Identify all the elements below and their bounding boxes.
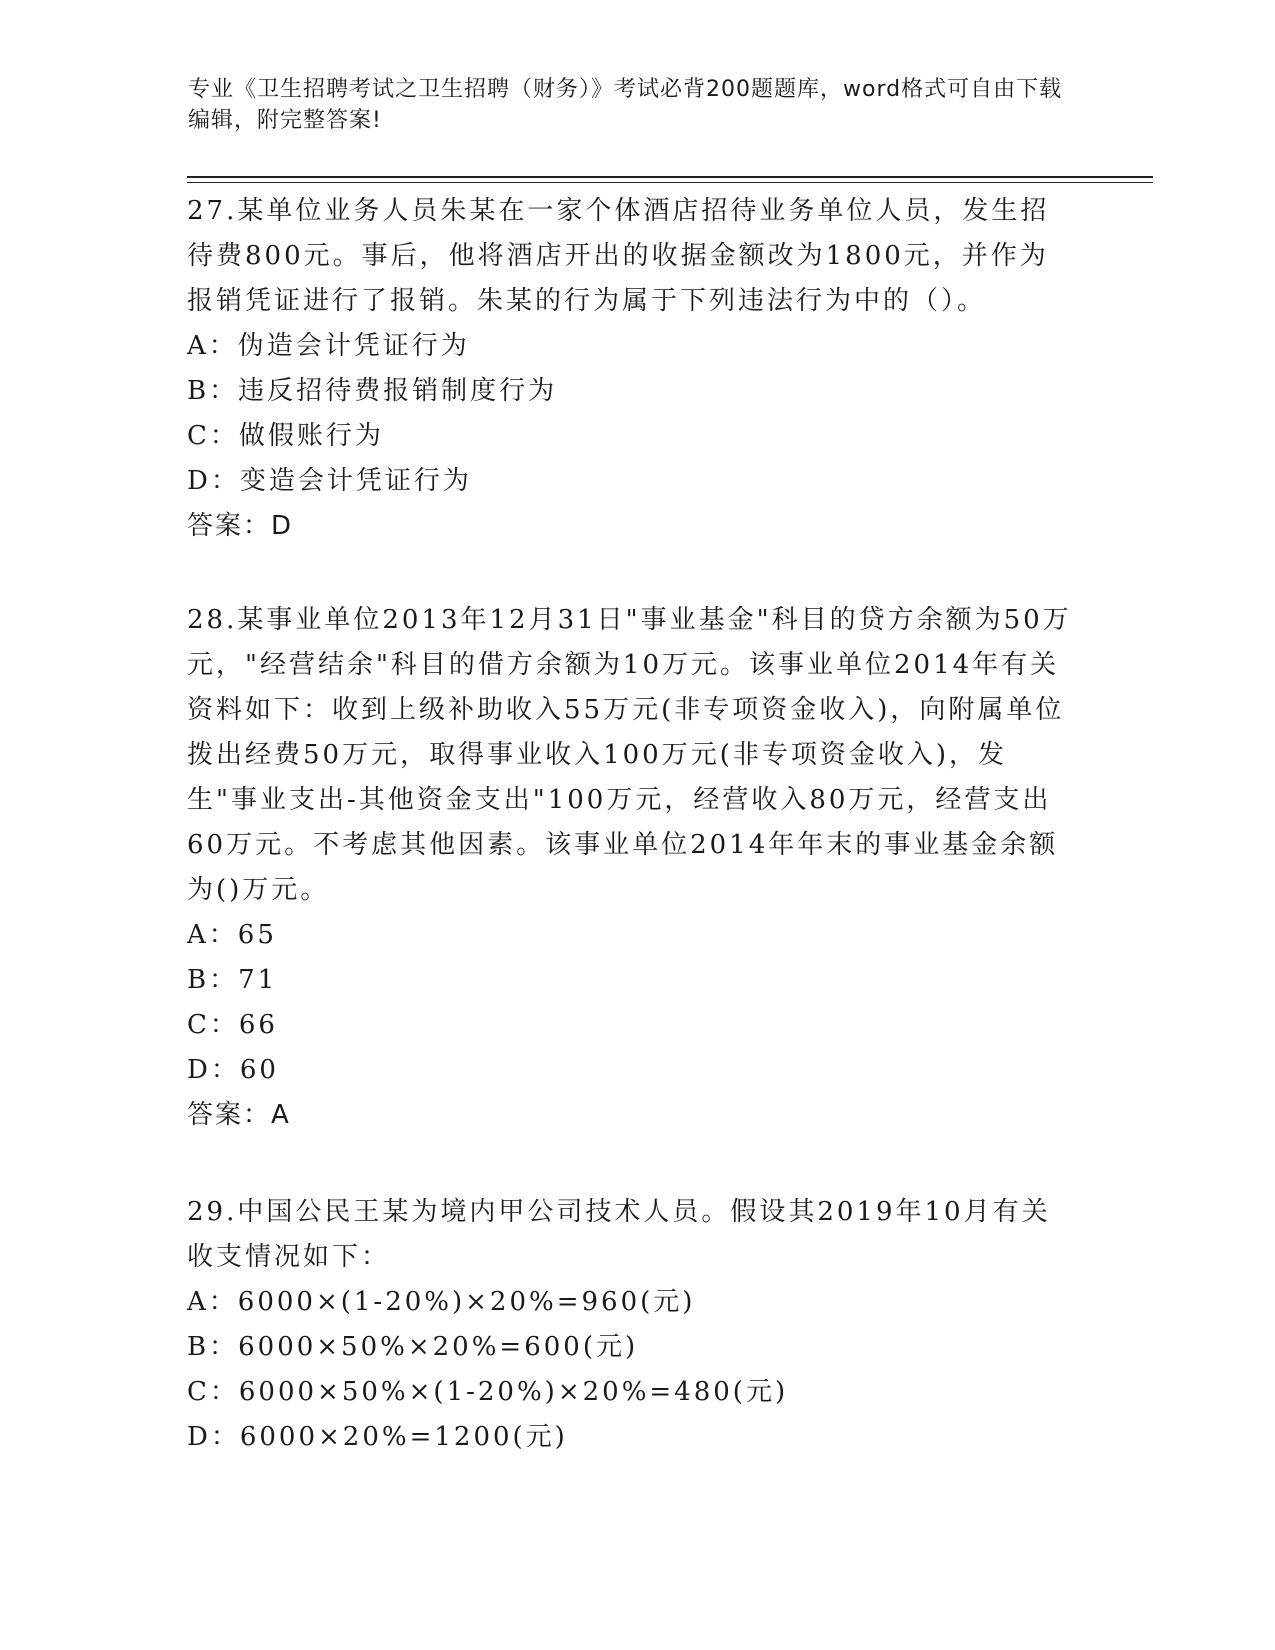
document-header-title: 专业《卫生招聘考试之卫生招聘（财务）》考试必背200题题库，word格式可自由下载编辑，附完整答案! xyxy=(188,77,1063,133)
option-c: C：6000×50%×(1-20%)×20%=480(元) xyxy=(187,1377,789,1407)
option-d: D：变造会计凭证行为 xyxy=(187,466,472,496)
question-28 xyxy=(187,598,1077,1138)
option-b: B：违反招待费报销制度行为 xyxy=(187,376,558,406)
question-stem: 29.中国公民王某为境内甲公司技术人员。假设其2019年10月有关收支情况如下： xyxy=(187,1197,1051,1272)
question-29 xyxy=(187,1190,1077,1460)
option-a: A：6000×(1-20%)×20%=960(元) xyxy=(187,1287,696,1317)
option-d: D：60 xyxy=(187,1055,279,1085)
option-c: C：66 xyxy=(187,1010,278,1040)
option-c: C：做假账行为 xyxy=(187,421,384,451)
question-27 xyxy=(187,189,1077,549)
header-rule-thin xyxy=(187,182,1153,183)
answer-line: 答案：D xyxy=(187,511,294,541)
header-rule-thick xyxy=(187,176,1153,178)
option-a: A：伪造会计凭证行为 xyxy=(187,331,470,361)
question-stem: 28.某事业单位2013年12月31日"事业基金"科目的贷方余额为50万元，"经营结余"科目的借方余额为10万元。该事业单位2014年有关资料如下：收到上级补助收入55万元(非专项资金收入)，向附属单位拨出经费50万元，取得事业收入100万元(非专项资金收入)，发生"事业支出-其他资金支出"100万元，经营收入80万元，经营支出60万元。不考虑其他因素。该事业单位2014年年末的事业基金余额为()万元。 xyxy=(187,605,1072,905)
answer-line: 答案：A xyxy=(187,1100,291,1130)
option-a: A：65 xyxy=(187,920,277,950)
option-b: B：71 xyxy=(187,965,278,995)
question-stem: 27.某单位业务人员朱某在一家个体酒店招待业务单位人员，发生招待费800元。事后，他将酒店开出的收据金额改为1800元，并作为报销凭证进行了报销。朱某的行为属于下列违法行为中的（）。 xyxy=(187,196,1050,316)
option-d: D：6000×20%=1200(元) xyxy=(187,1422,568,1452)
option-b: B：6000×50%×20%=600(元) xyxy=(187,1332,639,1362)
